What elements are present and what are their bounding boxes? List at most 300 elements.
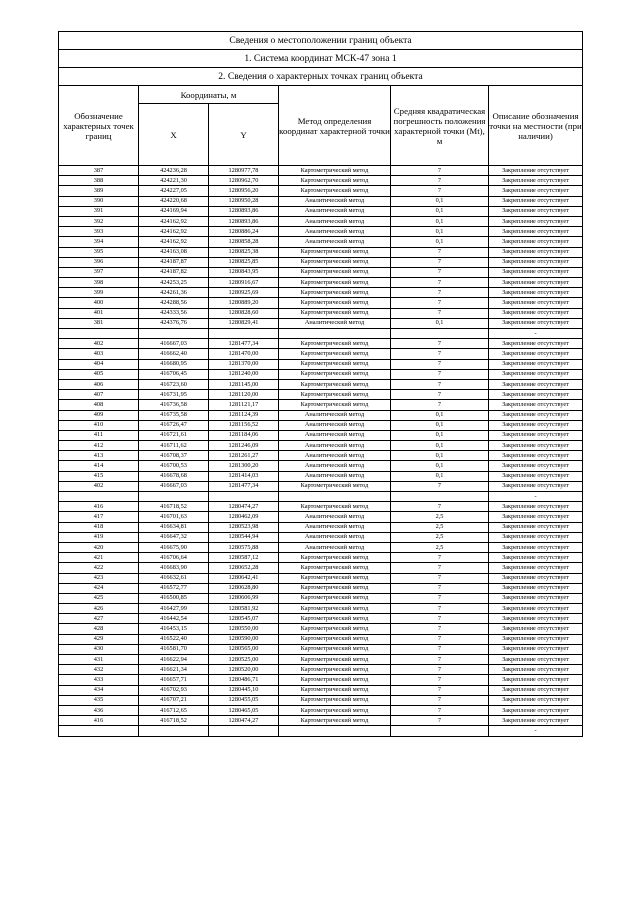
point-number-cell: 407 xyxy=(59,390,139,400)
error-cell: 7 xyxy=(391,563,489,573)
group-separator-row xyxy=(59,492,583,502)
y-coordinate-cell: 1280886,24 xyxy=(209,227,279,237)
description-cell: Закрепление отсутствует xyxy=(489,206,583,216)
method-cell: Картометрический метод xyxy=(279,695,391,705)
point-number-cell: 402 xyxy=(59,481,139,491)
method-cell: Аналитический метод xyxy=(279,532,391,542)
error-cell: 7 xyxy=(391,685,489,695)
method-cell: Картометрический метод xyxy=(279,583,391,593)
y-coordinate-cell: 1280525,00 xyxy=(209,655,279,665)
point-number-cell: 420 xyxy=(59,542,139,552)
point-number-cell: 423 xyxy=(59,573,139,583)
y-coordinate-cell: 1281184,06 xyxy=(209,430,279,440)
table-row xyxy=(59,451,583,461)
method-cell: Картометрический метод xyxy=(279,685,391,695)
description-cell: Закрепление отсутствует xyxy=(489,716,583,726)
table-row xyxy=(59,563,583,573)
method-cell: Картометрический метод xyxy=(279,288,391,298)
table-row xyxy=(59,390,583,400)
x-coordinate-cell: 416707,21 xyxy=(139,695,209,705)
x-coordinate-cell: 416500,85 xyxy=(139,593,209,603)
description-cell: Закрепление отсутствует xyxy=(489,624,583,634)
description-cell: Закрепление отсутствует xyxy=(489,410,583,420)
empty-cell xyxy=(391,329,489,339)
description-cell: Закрепление отсутствует xyxy=(489,563,583,573)
method-cell: Картометрический метод xyxy=(279,339,391,349)
error-cell: 7 xyxy=(391,593,489,603)
y-coordinate-cell: 1281470,00 xyxy=(209,349,279,359)
x-coordinate-cell: 416680,95 xyxy=(139,359,209,369)
error-cell: 7 xyxy=(391,166,489,176)
table-row xyxy=(59,359,583,369)
x-coordinate-cell: 416621,34 xyxy=(139,665,209,675)
error-cell: 7 xyxy=(391,695,489,705)
description-cell: Закрепление отсутствует xyxy=(489,675,583,685)
header-y: Y xyxy=(209,104,279,166)
x-coordinate-cell: 416581,70 xyxy=(139,644,209,654)
y-coordinate-cell: 1280565,00 xyxy=(209,644,279,654)
y-coordinate-cell: 1280545,07 xyxy=(209,614,279,624)
method-cell: Аналитический метод xyxy=(279,196,391,206)
error-cell: 7 xyxy=(391,583,489,593)
x-coordinate-cell: 416683,90 xyxy=(139,563,209,573)
method-cell: Картометрический метод xyxy=(279,176,391,186)
gap-mark-cell: - xyxy=(489,726,583,736)
error-cell: 0,1 xyxy=(391,196,489,206)
point-number-cell: 404 xyxy=(59,359,139,369)
coordinate-system-title: 1. Система координат МСК-47 зона 1 xyxy=(59,50,583,68)
table-row xyxy=(59,308,583,318)
boundary-points-table xyxy=(58,31,583,737)
y-coordinate-cell: 1280544,94 xyxy=(209,532,279,542)
point-number-cell: 397 xyxy=(59,267,139,277)
y-coordinate-cell: 1280893,86 xyxy=(209,206,279,216)
header-x: X xyxy=(139,104,209,166)
table-body xyxy=(59,166,583,737)
group-separator-row xyxy=(59,726,583,736)
error-cell: 2,5 xyxy=(391,542,489,552)
error-cell: 7 xyxy=(391,339,489,349)
y-coordinate-cell: 1281246,09 xyxy=(209,441,279,451)
error-cell: 7 xyxy=(391,624,489,634)
description-cell: Закрепление отсутствует xyxy=(489,512,583,522)
error-cell: 2,5 xyxy=(391,522,489,532)
x-coordinate-cell: 416622,94 xyxy=(139,655,209,665)
x-coordinate-cell: 416723,60 xyxy=(139,379,209,389)
error-cell: 0,1 xyxy=(391,227,489,237)
description-cell: Закрепление отсутствует xyxy=(489,553,583,563)
description-cell: Закрепление отсутствует xyxy=(489,481,583,491)
description-cell: Закрепление отсутствует xyxy=(489,359,583,369)
table-row xyxy=(59,237,583,247)
table-row xyxy=(59,206,583,216)
y-coordinate-cell: 1280950,28 xyxy=(209,196,279,206)
table-row xyxy=(59,512,583,522)
method-cell: Картометрический метод xyxy=(279,166,391,176)
y-coordinate-cell: 1280455,05 xyxy=(209,695,279,705)
table-row xyxy=(59,298,583,308)
x-coordinate-cell: 424187,87 xyxy=(139,257,209,267)
description-cell: Закрепление отсутствует xyxy=(489,247,583,257)
table-row xyxy=(59,410,583,420)
error-cell: 7 xyxy=(391,553,489,563)
description-cell: Закрепление отсутствует xyxy=(489,237,583,247)
table-row xyxy=(59,583,583,593)
empty-cell xyxy=(279,726,391,736)
y-coordinate-cell: 1280474,27 xyxy=(209,716,279,726)
description-cell: Закрепление отсутствует xyxy=(489,441,583,451)
method-cell: Аналитический метод xyxy=(279,441,391,451)
x-coordinate-cell: 416726,47 xyxy=(139,420,209,430)
error-cell: 7 xyxy=(391,349,489,359)
y-coordinate-cell: 1280889,20 xyxy=(209,298,279,308)
header-error: Средняя квадратическая погрешность положения характерной точки (Mt), м xyxy=(391,86,489,166)
point-number-cell: 413 xyxy=(59,451,139,461)
error-cell: 7 xyxy=(391,298,489,308)
error-cell: 7 xyxy=(391,655,489,665)
method-cell: Картометрический метод xyxy=(279,400,391,410)
error-cell: 7 xyxy=(391,675,489,685)
point-number-cell: 412 xyxy=(59,441,139,451)
point-number-cell: 431 xyxy=(59,655,139,665)
error-cell: 7 xyxy=(391,379,489,389)
description-cell: Закрепление отсутствует xyxy=(489,583,583,593)
table-row xyxy=(59,379,583,389)
method-cell: Аналитический метод xyxy=(279,542,391,552)
y-coordinate-cell: 1281120,00 xyxy=(209,390,279,400)
y-coordinate-cell: 1280925,69 xyxy=(209,288,279,298)
table-row xyxy=(59,634,583,644)
y-coordinate-cell: 1280575,88 xyxy=(209,542,279,552)
description-cell: Закрепление отсутствует xyxy=(489,267,583,277)
error-cell: 0,1 xyxy=(391,461,489,471)
point-number-cell: 432 xyxy=(59,665,139,675)
table-row xyxy=(59,624,583,634)
point-number-cell: 392 xyxy=(59,216,139,226)
table-row xyxy=(59,502,583,512)
group-separator-row xyxy=(59,329,583,339)
table-row xyxy=(59,257,583,267)
table-row xyxy=(59,481,583,491)
method-cell: Картометрический метод xyxy=(279,655,391,665)
description-cell: Закрепление отсутствует xyxy=(489,339,583,349)
method-cell: Картометрический метод xyxy=(279,267,391,277)
table-row xyxy=(59,369,583,379)
empty-cell xyxy=(279,329,391,339)
table-row xyxy=(59,553,583,563)
x-coordinate-cell: 416634,81 xyxy=(139,522,209,532)
description-cell: Закрепление отсутствует xyxy=(489,176,583,186)
point-number-cell: 387 xyxy=(59,166,139,176)
error-cell: 7 xyxy=(391,614,489,624)
y-coordinate-cell: 1281121,17 xyxy=(209,400,279,410)
description-cell: Закрепление отсутствует xyxy=(489,461,583,471)
point-number-cell: 388 xyxy=(59,176,139,186)
gap-mark-cell: - xyxy=(489,492,583,502)
description-cell: Закрепление отсутствует xyxy=(489,318,583,328)
empty-cell xyxy=(139,329,209,339)
y-coordinate-cell: 1280590,00 xyxy=(209,634,279,644)
y-coordinate-cell: 1280581,92 xyxy=(209,604,279,614)
description-cell: Закрепление отсутствует xyxy=(489,685,583,695)
y-coordinate-cell: 1280520,00 xyxy=(209,665,279,675)
y-coordinate-cell: 1281477,34 xyxy=(209,481,279,491)
x-coordinate-cell: 416675,90 xyxy=(139,542,209,552)
boundary-document xyxy=(58,31,582,737)
table-row xyxy=(59,542,583,552)
description-cell: Закрепление отсутствует xyxy=(489,614,583,624)
error-cell: 7 xyxy=(391,481,489,491)
y-coordinate-cell: 1281145,00 xyxy=(209,379,279,389)
error-cell: 0,1 xyxy=(391,410,489,420)
method-cell: Аналитический метод xyxy=(279,206,391,216)
error-cell: 0,1 xyxy=(391,451,489,461)
x-coordinate-cell: 416735,58 xyxy=(139,410,209,420)
point-number-cell: 411 xyxy=(59,430,139,440)
error-cell: 7 xyxy=(391,288,489,298)
y-coordinate-cell: 1280523,98 xyxy=(209,522,279,532)
point-number-cell: 435 xyxy=(59,695,139,705)
empty-cell xyxy=(209,726,279,736)
x-coordinate-cell: 424221,30 xyxy=(139,176,209,186)
point-number-cell: 390 xyxy=(59,196,139,206)
description-cell: Закрепление отсутствует xyxy=(489,196,583,206)
error-cell: 2,5 xyxy=(391,532,489,542)
description-cell: Закрепление отсутствует xyxy=(489,216,583,226)
x-coordinate-cell: 416702,93 xyxy=(139,685,209,695)
error-cell: 7 xyxy=(391,359,489,369)
method-cell: Картометрический метод xyxy=(279,186,391,196)
point-number-cell: 399 xyxy=(59,288,139,298)
method-cell: Картометрический метод xyxy=(279,675,391,685)
method-cell: Аналитический метод xyxy=(279,471,391,481)
method-cell: Аналитический метод xyxy=(279,451,391,461)
x-coordinate-cell: 416718,52 xyxy=(139,716,209,726)
description-cell: Закрепление отсутствует xyxy=(489,257,583,267)
method-cell: Аналитический метод xyxy=(279,522,391,532)
x-coordinate-cell: 416522,40 xyxy=(139,634,209,644)
table-row xyxy=(59,196,583,206)
error-cell: 7 xyxy=(391,247,489,257)
table-row xyxy=(59,288,583,298)
method-cell: Аналитический метод xyxy=(279,420,391,430)
description-cell: Закрепление отсутствует xyxy=(489,705,583,715)
x-coordinate-cell: 424261,36 xyxy=(139,288,209,298)
empty-cell xyxy=(209,329,279,339)
table-row xyxy=(59,573,583,583)
method-cell: Аналитический метод xyxy=(279,318,391,328)
empty-cell xyxy=(209,492,279,502)
error-cell: 7 xyxy=(391,573,489,583)
method-cell: Аналитический метод xyxy=(279,461,391,471)
y-coordinate-cell: 1280445,10 xyxy=(209,685,279,695)
table-row xyxy=(59,695,583,705)
description-cell: Закрепление отсутствует xyxy=(489,390,583,400)
error-cell: 7 xyxy=(391,267,489,277)
point-number-cell: 418 xyxy=(59,522,139,532)
description-cell: Закрепление отсутствует xyxy=(489,604,583,614)
description-cell: Закрепление отсутствует xyxy=(489,227,583,237)
empty-cell xyxy=(59,492,139,502)
method-cell: Картометрический метод xyxy=(279,481,391,491)
table-row xyxy=(59,716,583,726)
method-cell: Аналитический метод xyxy=(279,227,391,237)
x-coordinate-cell: 416678,68 xyxy=(139,471,209,481)
method-cell: Картометрический метод xyxy=(279,593,391,603)
point-number-cell: 425 xyxy=(59,593,139,603)
point-number-cell: 415 xyxy=(59,471,139,481)
description-cell: Закрепление отсутствует xyxy=(489,655,583,665)
document-title: Сведения о местоположении границ объекта xyxy=(59,32,583,50)
method-cell: Картометрический метод xyxy=(279,379,391,389)
x-coordinate-cell: 416711,62 xyxy=(139,441,209,451)
method-cell: Картометрический метод xyxy=(279,390,391,400)
point-number-cell: 401 xyxy=(59,308,139,318)
description-cell: Закрепление отсутствует xyxy=(489,522,583,532)
empty-cell xyxy=(391,726,489,736)
y-coordinate-cell: 1281370,00 xyxy=(209,359,279,369)
point-number-cell: 391 xyxy=(59,206,139,216)
method-cell: Картометрический метод xyxy=(279,278,391,288)
y-coordinate-cell: 1280916,67 xyxy=(209,278,279,288)
y-coordinate-cell: 1280843,95 xyxy=(209,267,279,277)
method-cell: Аналитический метод xyxy=(279,216,391,226)
point-number-cell: 410 xyxy=(59,420,139,430)
x-coordinate-cell: 424162,92 xyxy=(139,216,209,226)
x-coordinate-cell: 416731,95 xyxy=(139,390,209,400)
error-cell: 7 xyxy=(391,716,489,726)
description-cell: Закрепление отсутствует xyxy=(489,430,583,440)
x-coordinate-cell: 416706,45 xyxy=(139,369,209,379)
table-row xyxy=(59,186,583,196)
method-cell: Картометрический метод xyxy=(279,563,391,573)
x-coordinate-cell: 416718,52 xyxy=(139,502,209,512)
description-cell: Закрепление отсутствует xyxy=(489,665,583,675)
header-description: Описание обозначения точки на местности (при наличии) xyxy=(489,86,583,166)
table-row xyxy=(59,420,583,430)
point-number-cell: 419 xyxy=(59,532,139,542)
x-coordinate-cell: 416721,61 xyxy=(139,430,209,440)
error-cell: 7 xyxy=(391,604,489,614)
y-coordinate-cell: 1281300,20 xyxy=(209,461,279,471)
point-number-cell: 424 xyxy=(59,583,139,593)
y-coordinate-cell: 1280825,38 xyxy=(209,247,279,257)
table-row xyxy=(59,441,583,451)
error-cell: 0,1 xyxy=(391,318,489,328)
error-cell: 7 xyxy=(391,390,489,400)
table-row xyxy=(59,675,583,685)
description-cell: Закрепление отсутствует xyxy=(489,400,583,410)
error-cell: 7 xyxy=(391,278,489,288)
description-cell: Закрепление отсутствует xyxy=(489,379,583,389)
table-row xyxy=(59,339,583,349)
y-coordinate-cell: 1280550,00 xyxy=(209,624,279,634)
x-coordinate-cell: 424376,76 xyxy=(139,318,209,328)
gap-mark-cell: - xyxy=(489,329,583,339)
error-cell: 0,1 xyxy=(391,430,489,440)
x-coordinate-cell: 424169,94 xyxy=(139,206,209,216)
y-coordinate-cell: 1280628,80 xyxy=(209,583,279,593)
description-cell: Закрепление отсутствует xyxy=(489,502,583,512)
table-row xyxy=(59,267,583,277)
error-cell: 7 xyxy=(391,705,489,715)
point-number-cell: 421 xyxy=(59,553,139,563)
error-cell: 0,1 xyxy=(391,216,489,226)
method-cell: Картометрический метод xyxy=(279,665,391,675)
table-row xyxy=(59,522,583,532)
error-cell: 0,1 xyxy=(391,206,489,216)
method-cell: Картометрический метод xyxy=(279,308,391,318)
y-coordinate-cell: 1281477,34 xyxy=(209,339,279,349)
x-coordinate-cell: 424236,28 xyxy=(139,166,209,176)
table-row xyxy=(59,593,583,603)
method-cell: Картометрический метод xyxy=(279,349,391,359)
method-cell: Картометрический метод xyxy=(279,634,391,644)
table-row xyxy=(59,604,583,614)
description-cell: Закрепление отсутствует xyxy=(489,593,583,603)
point-number-cell: 422 xyxy=(59,563,139,573)
method-cell: Аналитический метод xyxy=(279,410,391,420)
description-cell: Закрепление отсутствует xyxy=(489,451,583,461)
description-cell: Закрепление отсутствует xyxy=(489,532,583,542)
error-cell: 7 xyxy=(391,634,489,644)
x-coordinate-cell: 416662,40 xyxy=(139,349,209,359)
empty-cell xyxy=(139,492,209,502)
method-cell: Картометрический метод xyxy=(279,604,391,614)
y-coordinate-cell: 1280962,70 xyxy=(209,176,279,186)
x-coordinate-cell: 416453,15 xyxy=(139,624,209,634)
description-cell: Закрепление отсутствует xyxy=(489,634,583,644)
y-coordinate-cell: 1280977,78 xyxy=(209,166,279,176)
point-number-cell: 409 xyxy=(59,410,139,420)
table-row xyxy=(59,655,583,665)
point-number-cell: 403 xyxy=(59,349,139,359)
y-coordinate-cell: 1280587,12 xyxy=(209,553,279,563)
table-row xyxy=(59,665,583,675)
table-row xyxy=(59,685,583,695)
point-number-cell: 398 xyxy=(59,278,139,288)
x-coordinate-cell: 416701,63 xyxy=(139,512,209,522)
method-cell: Картометрический метод xyxy=(279,298,391,308)
error-cell: 7 xyxy=(391,257,489,267)
table-row xyxy=(59,216,583,226)
header-coords: Координаты, м xyxy=(139,86,279,104)
y-coordinate-cell: 1280825,85 xyxy=(209,257,279,267)
point-number-cell: 405 xyxy=(59,369,139,379)
x-coordinate-cell: 416632,61 xyxy=(139,573,209,583)
description-cell: Закрепление отсутствует xyxy=(489,573,583,583)
point-number-cell: 416 xyxy=(59,502,139,512)
error-cell: 0,1 xyxy=(391,471,489,481)
point-number-cell: 389 xyxy=(59,186,139,196)
y-coordinate-cell: 1280858,28 xyxy=(209,237,279,247)
point-number-cell: 406 xyxy=(59,379,139,389)
description-cell: Закрепление отсутствует xyxy=(489,349,583,359)
empty-cell xyxy=(139,726,209,736)
y-coordinate-cell: 1280486,71 xyxy=(209,675,279,685)
method-cell: Картометрический метод xyxy=(279,573,391,583)
method-cell: Картометрический метод xyxy=(279,502,391,512)
description-cell: Закрепление отсутствует xyxy=(489,420,583,430)
method-cell: Картометрический метод xyxy=(279,553,391,563)
error-cell: 0,1 xyxy=(391,237,489,247)
empty-cell xyxy=(59,329,139,339)
method-cell: Аналитический метод xyxy=(279,237,391,247)
y-coordinate-cell: 1280474,27 xyxy=(209,502,279,512)
table-row xyxy=(59,349,583,359)
point-number-cell: 429 xyxy=(59,634,139,644)
x-coordinate-cell: 424220,68 xyxy=(139,196,209,206)
